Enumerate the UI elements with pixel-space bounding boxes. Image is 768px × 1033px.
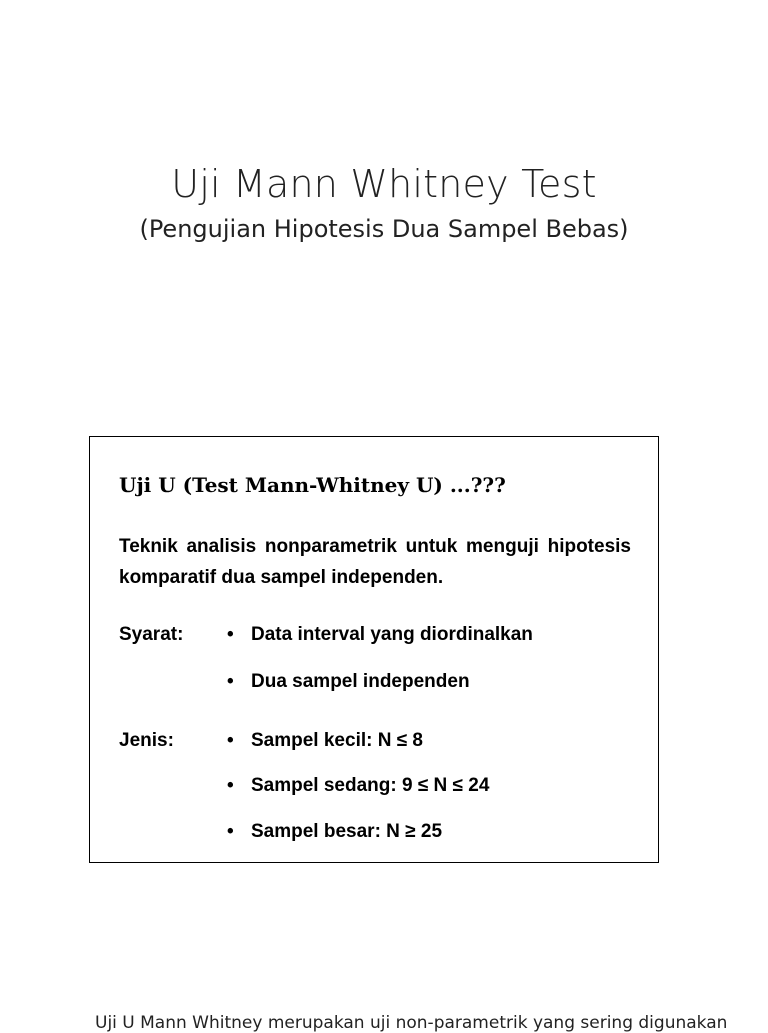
box-description: Teknik analisis nonparametrik untuk menguji hipotesis komparatif dua sampel independen. [119, 536, 631, 588]
slide-subtitle: (Pengujian Hipotesis Dua Sampel Bebas) [139, 215, 629, 243]
slide-title: Uji Mann Whitney Test [171, 162, 597, 206]
syarat-item: Dua sampel independen [251, 671, 470, 692]
jenis-item: Sampel besar: N ≥ 25 [251, 821, 443, 842]
footer-text: Uji U Mann Whitney merupakan uji non-parametrik yang sering digunakan [95, 1013, 728, 1033]
syarat-label: Syarat: [119, 624, 184, 645]
content-box [89, 436, 659, 863]
box-heading: Uji U (Test Mann-Whitney U) ...??? [119, 473, 506, 497]
jenis-item: Sampel kecil: N ≤ 8 [251, 730, 424, 751]
syarat-item: Data interval yang diordinalkan [251, 624, 533, 645]
jenis-label: Jenis: [119, 730, 174, 751]
bullet-icon: • [227, 775, 234, 796]
jenis-item: Sampel sedang: 9 ≤ N ≤ 24 [251, 775, 490, 796]
bullet-icon: • [227, 730, 234, 751]
bullet-icon: • [227, 624, 234, 645]
bullet-icon: • [227, 671, 234, 692]
bullet-icon: • [227, 821, 234, 842]
